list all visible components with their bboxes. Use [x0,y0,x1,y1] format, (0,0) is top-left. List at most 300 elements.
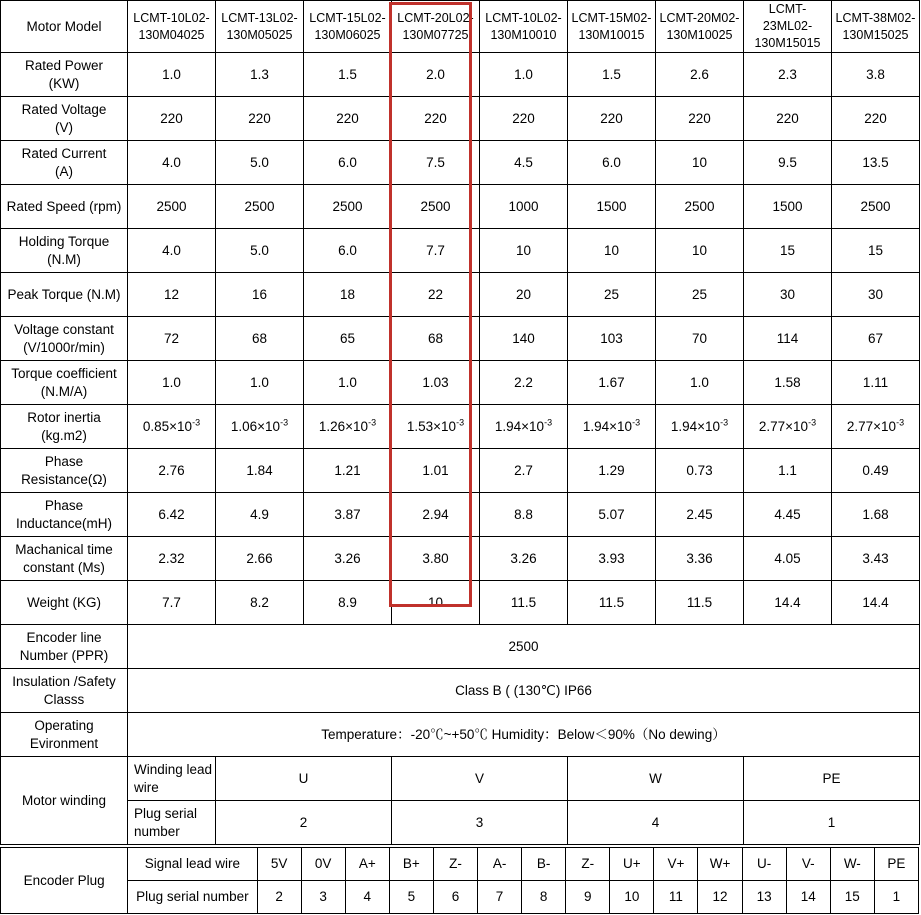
value-text: 8.8 [514,506,533,522]
row-label [1,581,128,625]
row-label [1,317,128,361]
model-name-line: 130M05025 [226,27,293,42]
value-cell [480,185,568,229]
value-text: 103 [600,330,623,346]
model-name [568,1,656,53]
value-cell [744,581,832,625]
value-cell [656,537,744,581]
value-cell [392,581,480,625]
value-cell [568,185,656,229]
value-text: 220 [160,110,183,126]
exponent: -3 [632,417,641,427]
value-text: 1.01 [422,462,449,478]
value-cell [304,229,392,273]
value-cell [216,273,304,317]
value-cell [744,229,832,273]
row-label-text: Voltage constant [14,321,114,337]
spec-row [1,537,920,581]
model-name [304,1,392,53]
value-cell [832,317,920,361]
value-text: 2500 [860,198,891,214]
signal-label: Signal lead wire [128,848,257,881]
value-cell [480,405,568,449]
value-cell [744,405,832,449]
row-label [1,273,128,317]
value-text: 1.5 [338,66,357,82]
value-cell [128,273,216,317]
value-text: 220 [248,110,271,126]
value-cell [656,97,744,141]
row-label [1,449,128,493]
row-label-text: constant (Ms) [23,559,105,575]
value-text: 2.66 [246,550,273,566]
value-text: 1.06×10 [230,418,281,434]
signal-cell: Z- [566,848,610,881]
value-cell [744,53,832,97]
value-cell [216,97,304,141]
value-cell [568,273,656,317]
value-cell [216,317,304,361]
value-cell [128,449,216,493]
merged-value: 2500 [128,625,920,669]
row-label-text: Insulation /Safety [12,673,116,689]
spec-row [1,53,920,97]
value-cell [128,185,216,229]
value-text: 18 [339,286,356,302]
value-cell [656,405,744,449]
exponent: -3 [368,417,377,427]
plug-cell: 3 [301,881,345,914]
value-cell [480,273,568,317]
model-name [480,1,568,53]
value-cell [656,581,744,625]
value-text: 3.43 [862,550,889,566]
value-cell [392,493,480,537]
value-text: 1.03 [422,374,449,390]
value-text: 2.7 [514,462,533,478]
value-cell [744,141,832,185]
value-text: 8.9 [338,594,357,610]
value-text: 140 [512,330,535,346]
value-text: 15 [779,242,796,258]
value-cell [656,317,744,361]
value-cell [392,185,480,229]
value-text: 1500 [772,198,803,214]
spec-row [1,185,920,229]
value-text: 1000 [508,198,539,214]
value-cell [128,537,216,581]
row-label-text: Evironment [29,735,99,751]
row-label-text: Rated Current [21,145,107,161]
value-text: 10 [515,242,532,258]
value-text: 2.3 [778,66,797,82]
value-cell [480,493,568,537]
value-text: 30 [867,286,884,302]
model-name-line: LCMT-10L02- [485,10,562,25]
row-label-text: Rated Speed (rpm) [6,198,122,214]
exponent: -3 [808,417,817,427]
row-label [1,97,128,141]
row-label-text: (A) [55,163,73,179]
row-label-text: (KW) [48,75,80,91]
value-cell [216,581,304,625]
spec-row [1,229,920,273]
model-name [744,1,832,53]
value-text: 70 [691,330,708,346]
signal-cell: Z- [433,848,477,881]
value-text: 3.26 [334,550,361,566]
row-label [1,405,128,449]
value-cell [744,273,832,317]
merged-row [1,669,920,713]
winding-lead: PE [744,757,920,801]
model-name [392,1,480,53]
value-cell [304,581,392,625]
plug-cell: 1 [874,881,918,914]
model-name [832,1,920,53]
row-label [1,669,128,713]
signal-cell: W+ [698,848,742,881]
model-name-line: 130M15015 [754,36,821,50]
value-cell [568,141,656,185]
plug-cell: 10 [610,881,654,914]
row-label-text: Phase [44,453,84,469]
merged-value: Temperature：-20℃~+50℃ Humidity：Below＜90%（No dewing） [128,713,920,757]
row-label-text: Peak Torque (N.M) [7,286,121,302]
value-text: 22 [427,286,444,302]
value-cell [216,537,304,581]
winding-lead-label: Winding lead wire [128,757,216,801]
model-name-line: LCMT-15M02- [571,10,652,25]
winding-lead: V [392,757,568,801]
value-cell [304,141,392,185]
value-cell [304,361,392,405]
value-cell [568,317,656,361]
value-text: 6.0 [602,154,621,170]
value-cell [744,361,832,405]
model-name-line: LCMT-38M02- [835,10,916,25]
value-text: 2500 [684,198,715,214]
spec-row [1,493,920,537]
value-cell [216,185,304,229]
row-label-text: Number (PPR) [19,647,109,663]
exponent: -3 [544,417,553,427]
signal-cell: A+ [345,848,389,881]
plug-cell: 14 [786,881,830,914]
value-text: 30 [779,286,796,302]
value-cell [480,317,568,361]
value-text: 220 [688,110,711,126]
spec-row [1,581,920,625]
winding-plug: 3 [392,801,568,845]
spec-row [1,449,920,493]
encoder-plug-row [1,881,919,914]
value-cell [656,449,744,493]
value-cell [128,405,216,449]
signal-cell: 5V [257,848,301,881]
winding-row [1,801,920,845]
value-text: 11.5 [510,594,537,610]
value-cell [128,317,216,361]
value-text: 1.11 [862,374,889,390]
value-text: 1.0 [514,66,533,82]
value-text: 4.0 [162,242,181,258]
row-label-text: (kg.m2) [41,427,87,443]
value-cell [568,97,656,141]
value-text: 3.8 [866,66,885,82]
value-text: 7.7 [426,242,445,258]
value-cell [216,229,304,273]
value-text: 1.26×10 [318,418,369,434]
model-name-line: LCMT-15L02- [309,10,386,25]
value-cell [392,449,480,493]
value-cell [832,361,920,405]
value-text: 4.05 [774,550,801,566]
merged-row [1,713,920,757]
winding-plug: 2 [216,801,392,845]
value-text: 114 [776,330,799,346]
value-cell [216,53,304,97]
value-text: 1.0 [338,374,357,390]
value-cell [656,141,744,185]
value-cell [216,449,304,493]
signal-cell: U+ [610,848,654,881]
value-text: 220 [512,110,535,126]
signal-cell: PE [874,848,918,881]
value-text: 1.5 [602,66,621,82]
value-text: 5.07 [598,506,625,522]
value-text: 68 [427,330,444,346]
value-text: 2.6 [690,66,709,82]
signal-cell: 0V [301,848,345,881]
value-text: 220 [424,110,447,126]
value-text: 2.94 [422,506,449,522]
model-name-line: LCMT-13L02- [221,10,298,25]
row-label-text: Holding Torque [18,233,110,249]
value-text: 9.5 [778,154,797,170]
model-name [216,1,304,53]
row-label [1,493,128,537]
value-cell [128,229,216,273]
value-cell [392,97,480,141]
plug-cell: 5 [389,881,433,914]
value-text: 1.84 [246,462,273,478]
row-label-text: Machanical time [15,541,113,557]
plug-cell: 4 [345,881,389,914]
value-cell [656,361,744,405]
signal-cell: V- [786,848,830,881]
value-cell [304,405,392,449]
spec-row [1,141,920,185]
value-text: 4.45 [774,506,801,522]
value-text: 14.4 [774,594,801,610]
row-label [1,713,128,757]
row-label [1,361,128,405]
value-text: 3.80 [422,550,449,566]
value-cell [744,449,832,493]
encoder-label: Encoder Plug [1,848,128,914]
signal-cell: B+ [389,848,433,881]
value-cell [304,97,392,141]
value-cell [128,493,216,537]
value-cell [216,493,304,537]
model-name-line: 130M15025 [842,27,909,42]
value-text: 3.87 [334,506,361,522]
value-text: 4.5 [514,154,533,170]
plug-label: Plug serial number [128,881,257,914]
plug-cell: 7 [478,881,522,914]
plug-cell: 9 [566,881,610,914]
value-cell [128,581,216,625]
value-text: 2.77×10 [846,418,897,434]
value-text: 1.94×10 [582,418,633,434]
value-cell [392,273,480,317]
value-text: 14.4 [862,594,889,610]
value-text: 2.32 [158,550,185,566]
spec-row [1,97,920,141]
value-text: 1.94×10 [670,418,721,434]
value-text: 5.0 [250,242,269,258]
winding-lead: U [216,757,392,801]
value-text: 10 [427,594,444,610]
row-label [1,625,128,669]
spec-row [1,317,920,361]
value-cell [304,185,392,229]
value-cell [480,141,568,185]
value-text: 1.0 [690,374,709,390]
value-cell [568,449,656,493]
value-cell [392,361,480,405]
winding-plug-label: Plug serial number [128,801,216,845]
value-cell [480,229,568,273]
value-cell [568,405,656,449]
value-text: 1.0 [250,374,269,390]
spec-row [1,405,920,449]
value-cell [568,581,656,625]
row-label [1,185,128,229]
value-text: 220 [336,110,359,126]
value-cell [128,97,216,141]
plug-cell: 15 [830,881,874,914]
value-cell [568,537,656,581]
value-text: 7.7 [162,594,181,610]
winding-plug: 4 [568,801,744,845]
value-cell [128,361,216,405]
value-cell [832,185,920,229]
value-cell [744,97,832,141]
model-name-line: 130M06025 [314,27,381,42]
value-text: 10 [603,242,620,258]
header-row [1,1,920,53]
exponent: -3 [280,417,289,427]
value-cell [744,537,832,581]
row-label-text: (V/1000r/min) [23,339,105,355]
value-text: 5.0 [250,154,269,170]
value-cell [392,229,480,273]
merged-row [1,625,920,669]
signal-cell: A- [478,848,522,881]
value-text: 1.53×10 [406,418,457,434]
value-cell [656,229,744,273]
value-text: 220 [600,110,623,126]
winding-row [1,757,920,801]
model-name-line: 130M07725 [402,27,469,42]
value-cell [832,141,920,185]
model-name-line: LCMT-20L02- [397,10,474,25]
row-label-text: Torque coefficient [11,365,117,381]
spec-row [1,361,920,405]
row-label-text: Rotor inertia [27,409,101,425]
value-cell [128,53,216,97]
signal-cell: B- [522,848,566,881]
value-text: 1.29 [598,462,625,478]
model-name-line: LCMT-10L02- [133,10,210,25]
model-name [128,1,216,53]
model-name-line: 130M10010 [490,27,557,42]
value-text: 2.76 [158,462,185,478]
winding-plug: 1 [744,801,920,845]
plug-cell: 8 [522,881,566,914]
value-text: 15 [867,242,884,258]
value-text: 2.2 [514,374,533,390]
value-cell [744,185,832,229]
value-text: 1.0 [162,66,181,82]
header-label: Motor Model [1,1,128,53]
value-text: 12 [163,286,180,302]
value-text: 0.73 [686,462,713,478]
value-text: 3.93 [598,550,625,566]
signal-cell: V+ [654,848,698,881]
model-name [656,1,744,53]
value-text: 11.5 [598,594,625,610]
model-name-line: LCMT-20M02- [659,10,740,25]
value-cell [568,229,656,273]
value-text: 1.68 [862,506,889,522]
value-cell [832,229,920,273]
signal-cell: W- [830,848,874,881]
value-text: 1.94×10 [494,418,545,434]
plug-cell: 2 [257,881,301,914]
value-text: 3.26 [510,550,537,566]
value-cell [568,361,656,405]
value-cell [832,273,920,317]
value-cell [832,97,920,141]
value-text: 20 [515,286,532,302]
value-cell [480,537,568,581]
value-text: 1.58 [774,374,801,390]
value-cell [304,493,392,537]
value-cell [656,273,744,317]
value-text: 68 [251,330,268,346]
value-text: 13.5 [862,154,889,170]
value-cell [216,141,304,185]
value-cell [304,273,392,317]
value-cell [656,185,744,229]
row-label-text: (N.M/A) [40,383,88,399]
value-text: 2500 [420,198,451,214]
value-cell [480,361,568,405]
value-text: 7.5 [426,154,445,170]
value-text: 220 [864,110,887,126]
value-cell [744,317,832,361]
value-text: 10 [691,242,708,258]
value-cell [832,493,920,537]
value-text: 72 [163,330,180,346]
value-text: 1500 [596,198,627,214]
row-label [1,141,128,185]
value-cell [832,537,920,581]
value-cell [480,581,568,625]
